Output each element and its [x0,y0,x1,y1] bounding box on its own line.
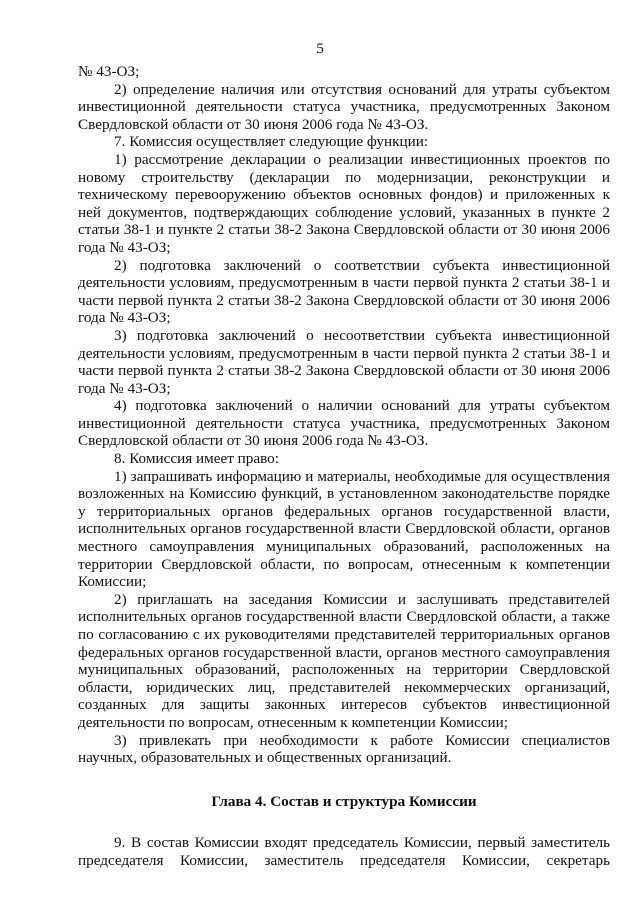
paragraph: 2) подготовка заключений о соответствии субъекта инвестиционной деятельности условиям, предусмотренным в части первой пункта 2 статьи 38-1 и части первой пункта 2 статьи 38-2 Закона Свердловской области от 30 июня 2006 года № 43-ОЗ; [78,256,610,327]
chapter-heading: Глава 4. Состав и структура Комиссии [211,792,477,810]
paragraph: 8. Комиссия имеет право: [114,450,279,468]
paragraph: 2) определение наличия или отсутствия оснований для утраты субъектом инвестиционной деятельности статуса участника, предусмотренных Законом Свердловской области от 30 июня 2006 года № 43-ОЗ. [78,80,610,133]
paragraph: 3) подготовка заключений о несоответствии субъекта инвестиционной деятельности условиям, предусмотренным в части первой пункта 2 статьи 38-1 и части первой пункта 2 статьи 38-2 Закона Свердловской области от 30 июня 2006 года № 43-ОЗ; [78,326,610,397]
paragraph: № 43-ОЗ; [78,63,140,80]
paragraph: 1) рассмотрение декларации о реализации инвестиционных проектов по новому строительству (декларации по модернизации, реконструкции и техническому перевооружению объектов основных фондов) и приложенных к ней документов, подтверждающих соблюдение условий, указанных в пункте 2 статьи 38-1 и пункте 2 статьи 38-2 Закона Свердловской области от 30 июня 2006 года № 43-ОЗ; [78,150,610,256]
page-number: 5 [316,40,324,57]
paragraph: 4) подготовка заключений о наличии оснований для утраты субъектом инвестиционной деятельности статуса участника, предусмотренных Законом Свердловской области от 30 июня 2006 года № 43-ОЗ. [78,397,610,450]
paragraphs-before-heading [78,63,610,767]
paragraph: 3) привлекать при необходимости к работе Комиссии специалистов научных, образовательных и общественных организаций. [78,731,610,767]
document-body [78,63,610,870]
paragraph: 7. Комиссия осуществляет следующие функции: [114,133,429,151]
paragraph: 1) запрашивать информацию и материалы, необходимые для осуществления возложенных на Комиссию функций, в установленном законодательстве порядке у территориальных органов федеральных органов государственной власти, исполнительных органов государственной власти Свердловской области, органов местного самоуправления муниципальных образований, расположенных на территории Свердловской области, по вопросам, отнесенным к компетенции Комиссии; [78,467,610,591]
paragraph: 9. В состав Комиссии входят председатель Комиссии, первый заместитель председателя Комиссии, заместитель председателя Комиссии, секретарь [78,834,610,869]
paragraph: 2) приглашать на заседания Комиссии и заслушивать представителей исполнительных органов государственной власти Свердловской области, а также по согласованию с их руководителями представителей территориальных органов федеральных органов государственной власти, органов местного самоуправления муниципальных образований, расположенных на территории Свердловской области, юридических лиц, представителей некоммерческих организаций, созданных для защиты законных интересов субъектов инвестиционной деятельности по вопросам, отнесенным к компетенции Комиссии; [78,590,610,731]
paragraphs-after-heading [78,834,610,869]
